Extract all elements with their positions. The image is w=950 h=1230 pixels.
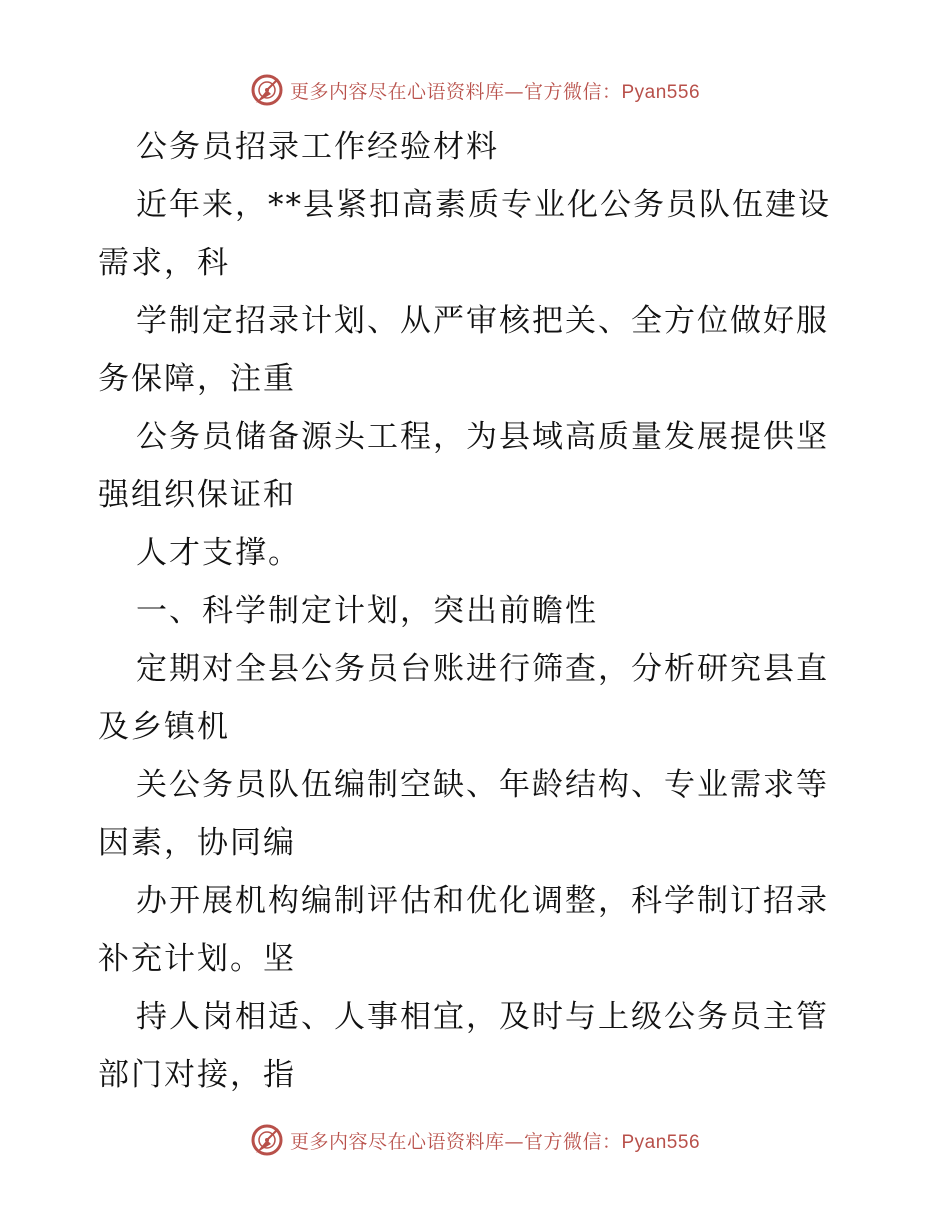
paragraph-line: 因素，协同编 — [98, 825, 296, 861]
wechat-id: Pyan556 — [621, 1131, 701, 1153]
paragraph-line: 办开展机构编制评估和优化调整，科学制订招录 — [136, 883, 829, 919]
paragraph-line: 需求，科 — [98, 245, 230, 281]
paragraph-line: 补充计划。坚 — [98, 941, 296, 977]
paragraph-line: 务保障，注重 — [98, 361, 296, 397]
paragraph-line: 公务员储备源头工程，为县域高质量发展提供坚 — [136, 419, 829, 455]
watermark-text: 更多内容尽在心语资料库—官方微信：Pyan556 — [289, 80, 701, 103]
paragraph-line: 部门对接，指 — [98, 1057, 296, 1093]
paragraph-line: 强组织保证和 — [98, 477, 296, 513]
wechat-id: Pyan556 — [621, 81, 701, 103]
watermark-text: 更多内容尽在心语资料库—官方微信：Pyan556 — [289, 1130, 701, 1153]
header-watermark-banner — [0, 70, 950, 110]
paragraph-line: 一、科学制定计划，突出前瞻性 — [136, 593, 598, 629]
paragraph-line: 人才支撑。 — [136, 535, 301, 571]
pen-nib-logo-icon — [250, 1123, 284, 1157]
paragraph-line: 持人岗相适、人事相宜，及时与上级公务员主管 — [136, 999, 829, 1035]
paragraph-line: 关公务员队伍编制空缺、年龄结构、专业需求等 — [136, 767, 829, 803]
document-title: 公务员招录工作经验材料 — [136, 129, 499, 165]
document-body — [98, 118, 858, 1104]
paragraph-line: 近年来，**县紧扣高素质专业化公务员队伍建设 — [136, 187, 831, 223]
paragraph-line: 及乡镇机 — [98, 709, 230, 745]
paragraph-line: 学制定招录计划、从严审核把关、全方位做好服 — [136, 303, 829, 339]
footer-watermark-banner — [0, 1120, 950, 1160]
pen-nib-logo-icon — [250, 73, 284, 107]
paragraph-line: 定期对全县公务员台账进行筛查，分析研究县直 — [136, 651, 829, 687]
